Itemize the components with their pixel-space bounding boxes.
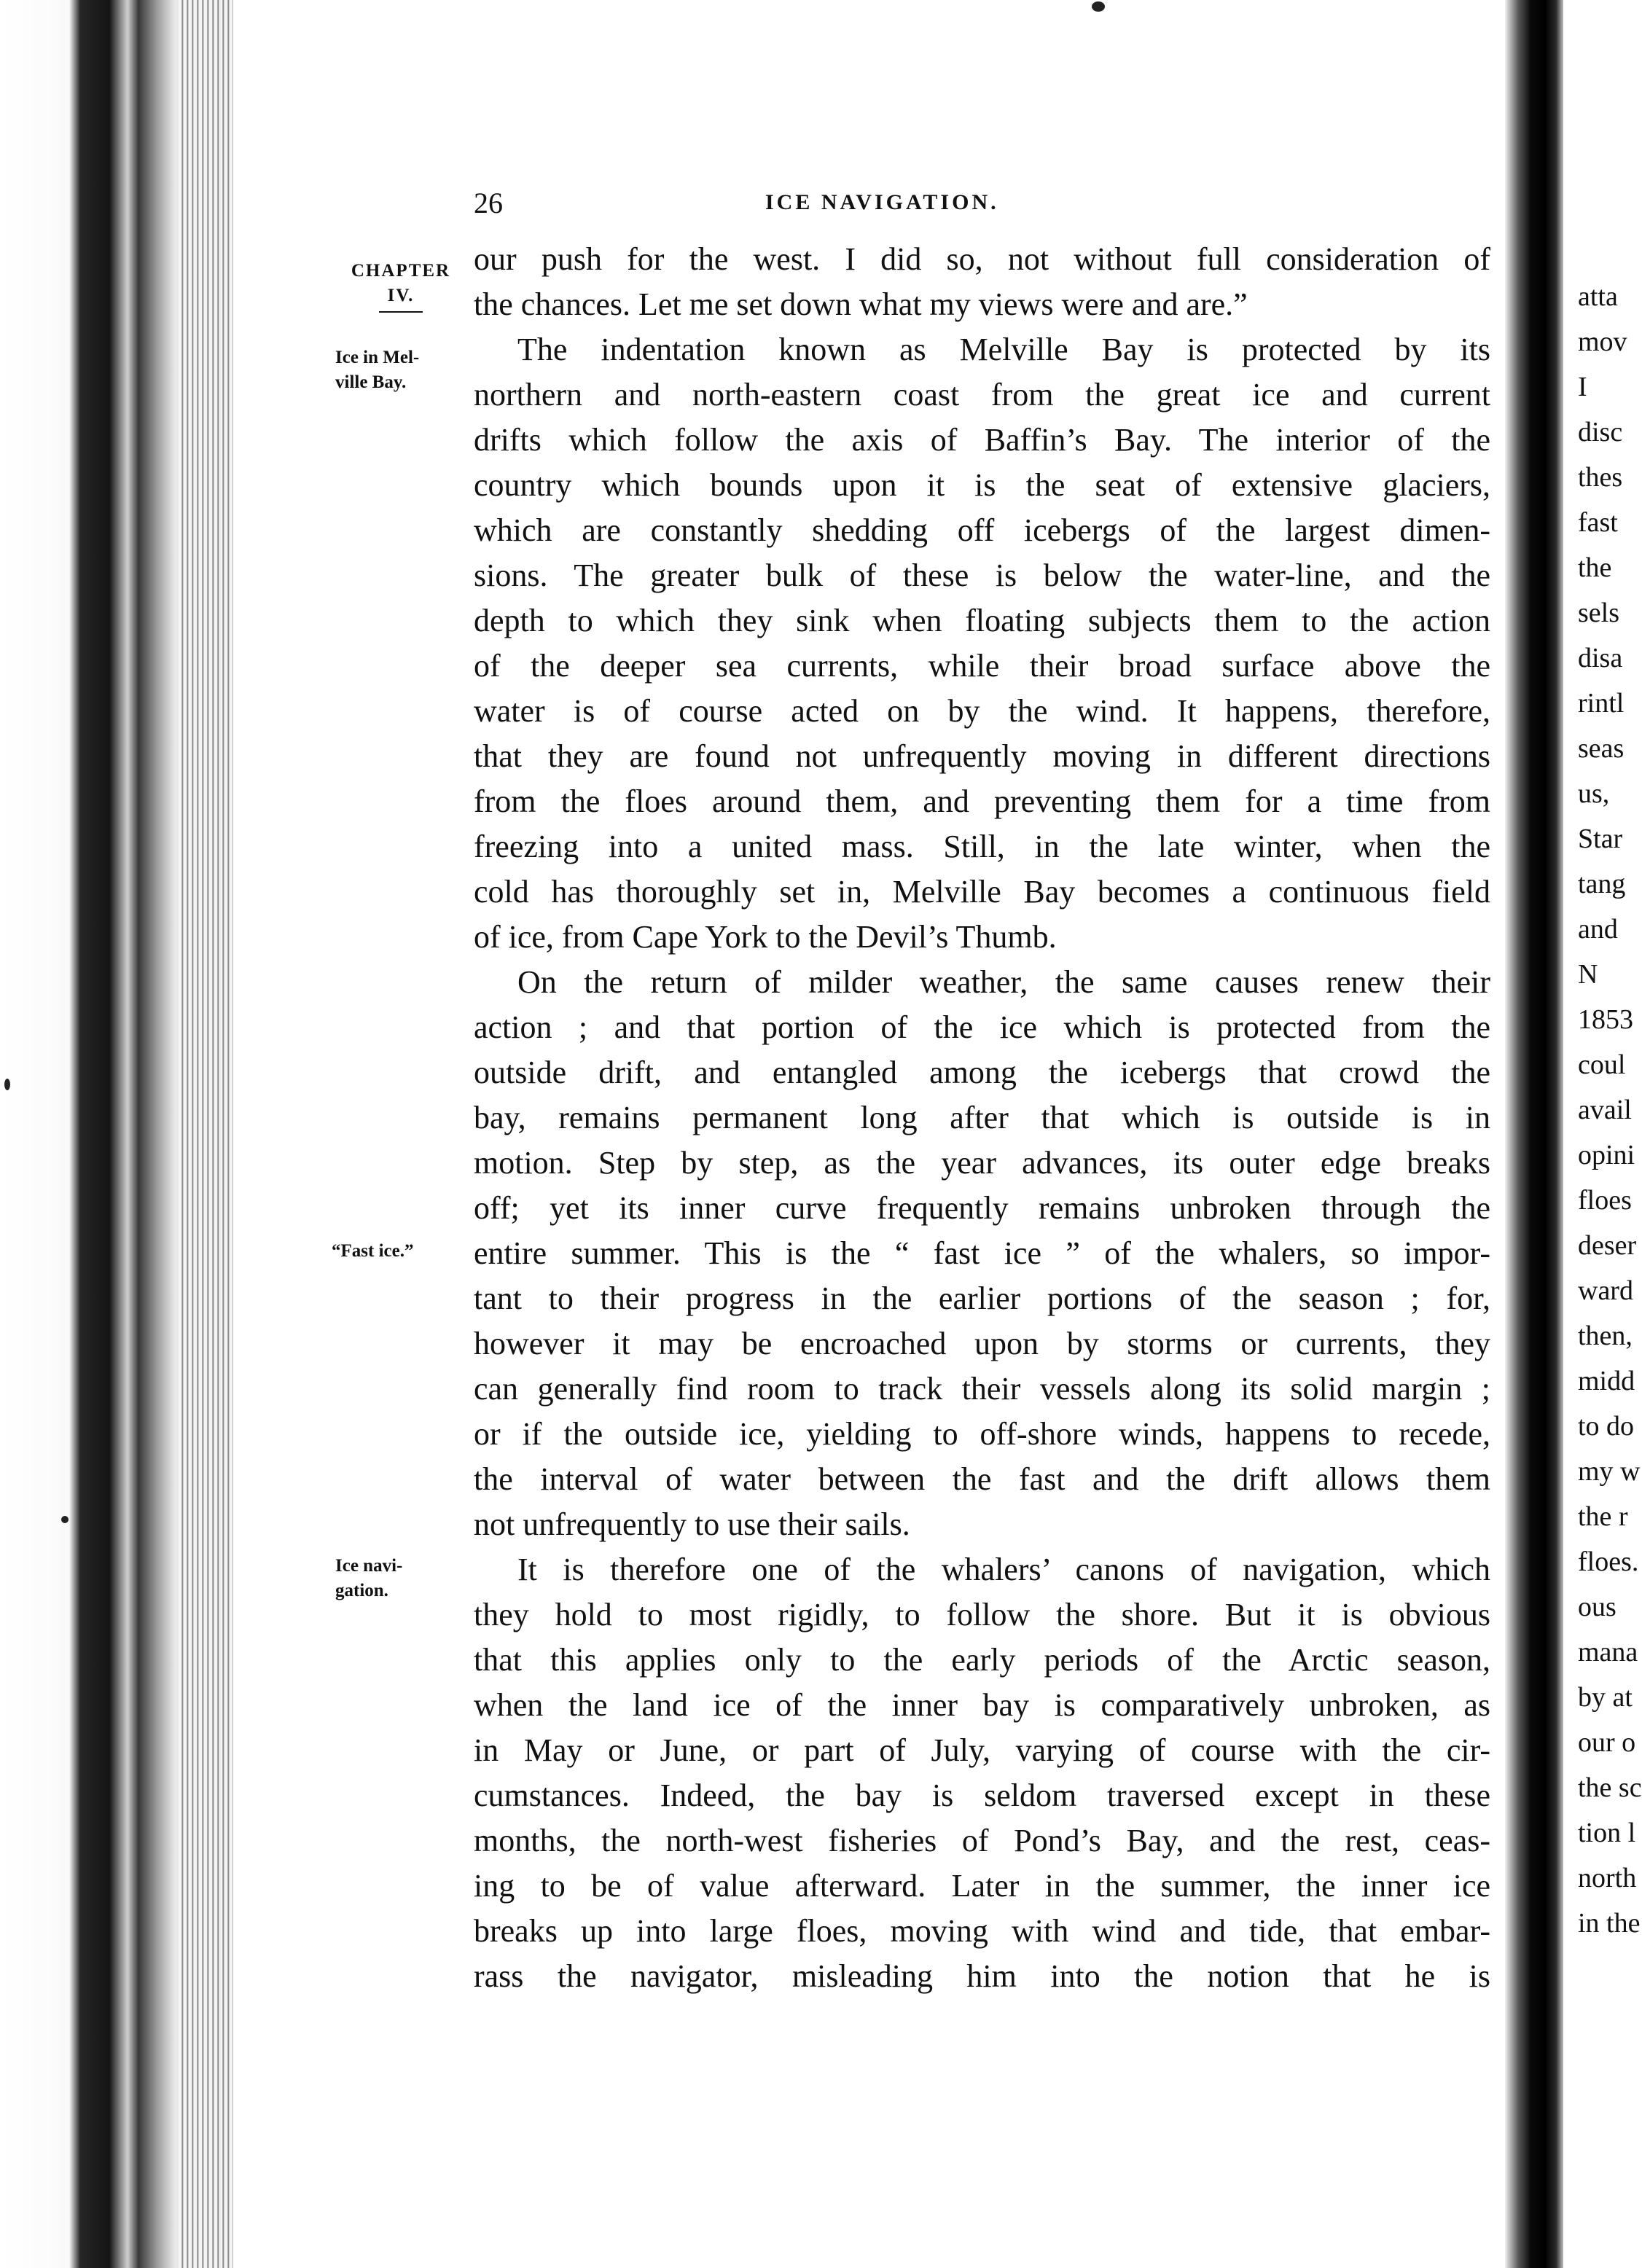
sidenote-melville-bay xyxy=(335,345,466,395)
text-line: our push for the west. I did so, not without full consideration of xyxy=(474,241,1490,277)
facing-page-text: I xyxy=(1578,372,1587,402)
facing-page-text: our o xyxy=(1578,1727,1636,1758)
facing-page-text: floes. xyxy=(1578,1546,1639,1577)
text-line: however it may be encroached upon by storms or currents, they xyxy=(474,1326,1490,1361)
facing-page-text: Star xyxy=(1578,824,1623,854)
facing-page-text: then, xyxy=(1578,1321,1633,1351)
text-line: cumstances. Indeed, the bay is seldom traversed except in these xyxy=(474,1778,1490,1813)
scan-speck xyxy=(61,1516,69,1523)
facing-page-text: the r xyxy=(1578,1501,1628,1532)
text-line: cold has thoroughly set in, Melville Bay becomes a continuous field xyxy=(474,874,1490,910)
facing-page-text: ward xyxy=(1578,1275,1633,1306)
facing-page-text: disa xyxy=(1578,643,1623,673)
page-number: 26 xyxy=(474,187,503,219)
facing-page-text: coul xyxy=(1578,1049,1626,1080)
sidenote-line: Ice navi- xyxy=(335,1556,403,1576)
text-line: sions. The greater bulk of these is below the water-line, and the xyxy=(474,558,1490,593)
facing-page-text: atta xyxy=(1578,281,1618,312)
running-head xyxy=(233,186,1505,222)
text-line: The indentation known as Melville Bay is protected by its xyxy=(517,332,1490,367)
facing-page-text: north xyxy=(1578,1863,1637,1893)
text-line: the interval of water between the fast and the drift allows them xyxy=(474,1461,1490,1497)
text-line: rass the navigator, misleading him into the notion that he is xyxy=(474,1958,1490,1994)
page-stack-edge xyxy=(179,0,233,2268)
text-line: water is of course acted on by the wind. It happens, therefore, xyxy=(474,693,1490,729)
chapter-rule xyxy=(379,311,423,313)
text-line: action ; and that portion of the ice which is protected from the xyxy=(474,1009,1490,1045)
facing-page-text: disc xyxy=(1578,417,1623,447)
gutter-shadow xyxy=(1505,0,1563,2268)
chapter-sidenote xyxy=(335,259,466,313)
text-line: that this applies only to the early periods of the Arctic season, xyxy=(474,1642,1490,1678)
text-line: when the land ice of the inner bay is comparatively unbroken, as xyxy=(474,1687,1490,1723)
facing-page-text: my w xyxy=(1578,1456,1641,1487)
text-line: in May or June, or part of July, varying of course with the cir- xyxy=(474,1732,1490,1768)
text-line: they hold to most rigidly, to follow the shore. But it is obvious xyxy=(474,1597,1490,1632)
facing-page-text: deser xyxy=(1578,1230,1637,1261)
text-line: outside drift, and entangled among the icebergs that crowd the xyxy=(474,1055,1490,1090)
facing-page-text: 1853 xyxy=(1578,1004,1633,1035)
text-line: off; yet its inner curve frequently remains unbroken through the xyxy=(474,1190,1490,1226)
facing-page-text: sels xyxy=(1578,598,1619,628)
facing-page-text: the xyxy=(1578,552,1612,583)
text-line: country which bounds upon it is the seat of extensive glaciers, xyxy=(474,467,1490,503)
facing-page-text: opini xyxy=(1578,1140,1635,1170)
text-line: northern and north-eastern coast from the great ice and current xyxy=(474,377,1490,412)
text-line: which are constantly shedding off icebergs of the largest dimen- xyxy=(474,512,1490,548)
facing-page-text: tion l xyxy=(1578,1818,1636,1848)
sidenote-line: “Fast ice.” xyxy=(332,1241,414,1261)
facing-page-text: seas xyxy=(1578,733,1625,764)
facing-page-text: by at xyxy=(1578,1682,1633,1713)
text-line: months, the north-west fisheries of Pond’s Bay, and the rest, ceas- xyxy=(474,1823,1490,1858)
facing-page-text: thes xyxy=(1578,462,1623,493)
paragraph-3 xyxy=(474,960,1490,1547)
facing-page-text: mana xyxy=(1578,1637,1638,1667)
facing-page-text: tang xyxy=(1578,869,1626,899)
facing-page-text: the sc xyxy=(1578,1772,1642,1803)
text-line: that they are found not unfrequently moving in different directions xyxy=(474,738,1490,774)
sidenote-line: ville Bay. xyxy=(335,372,407,392)
facing-page-text: midd xyxy=(1578,1366,1635,1396)
chapter-number: IV. xyxy=(387,286,415,305)
facing-page-fragment xyxy=(1563,0,1642,2268)
text-line: breaks up into large floes, moving with wind and tide, that embar- xyxy=(474,1913,1490,1949)
text-line: drifts which follow the axis of Baffin’s Bay. The interior of the xyxy=(474,422,1490,458)
facing-page-text: in the xyxy=(1578,1908,1641,1939)
facing-page-text: N xyxy=(1578,959,1598,990)
facing-page-text: floes xyxy=(1578,1185,1632,1216)
text-line: bay, remains permanent long after that which is outside is in xyxy=(474,1100,1490,1135)
facing-page-text: us, xyxy=(1578,778,1610,809)
facing-page-text: to do xyxy=(1578,1411,1635,1442)
facing-page-text: rintl xyxy=(1578,688,1625,719)
text-line: It is therefore one of the whalers’ canons of navigation, which xyxy=(517,1552,1490,1587)
scan-speck xyxy=(1092,1,1105,12)
text-line: the chances. Let me set down what my views were and are.” xyxy=(474,286,1248,322)
text-line: not unfrequently to use their sails. xyxy=(474,1506,910,1542)
sidenote-line: Ice in Mel- xyxy=(335,348,420,367)
text-line: depth to which they sink when floating subjects them to the action xyxy=(474,603,1490,638)
body-text xyxy=(474,237,1490,1999)
text-line: of ice, from Cape York to the Devil’s Thumb. xyxy=(474,919,1057,955)
paragraph-4 xyxy=(474,1547,1490,1999)
running-title: ICE NAVIGATION. xyxy=(765,190,999,214)
text-line: On the return of milder weather, the same causes renew their xyxy=(517,964,1490,1000)
sidenote-ice-navigation xyxy=(335,1554,466,1603)
text-line: or if the outside ice, yielding to off-shore winds, happens to recede, xyxy=(474,1416,1490,1452)
chapter-label: CHAPTER xyxy=(351,261,451,281)
text-line: from the floes around them, and preventing them for a time from xyxy=(474,783,1490,819)
facing-page-text: ous xyxy=(1578,1592,1616,1622)
sidenote-line: gation. xyxy=(335,1581,388,1600)
text-line: can generally find room to track their vessels along its solid margin ; xyxy=(474,1371,1490,1407)
text-line: of the deeper sea currents, while their broad surface above the xyxy=(474,648,1490,684)
left-binding-shadow xyxy=(0,0,179,2268)
paragraph-1 xyxy=(474,237,1490,327)
facing-page-text: avail xyxy=(1578,1095,1632,1125)
facing-page-text: mov xyxy=(1578,326,1627,357)
sidenote-fast-ice xyxy=(332,1239,477,1264)
paragraph-2 xyxy=(474,327,1490,960)
facing-page-text: fast xyxy=(1578,507,1618,538)
text-line: entire summer. This is the “ fast ice ” of the whalers, so impor- xyxy=(474,1235,1490,1271)
text-line: motion. Step by step, as the year advances, its outer edge breaks xyxy=(474,1145,1490,1181)
scan-speck xyxy=(4,1079,10,1090)
text-line: tant to their progress in the earlier portions of the season ; for, xyxy=(474,1280,1490,1316)
facing-page-text: and xyxy=(1578,914,1618,945)
text-line: freezing into a united mass. Still, in the late winter, when the xyxy=(474,829,1490,864)
text-line: ing to be of value afterward. Later in the summer, the inner ice xyxy=(474,1868,1490,1904)
